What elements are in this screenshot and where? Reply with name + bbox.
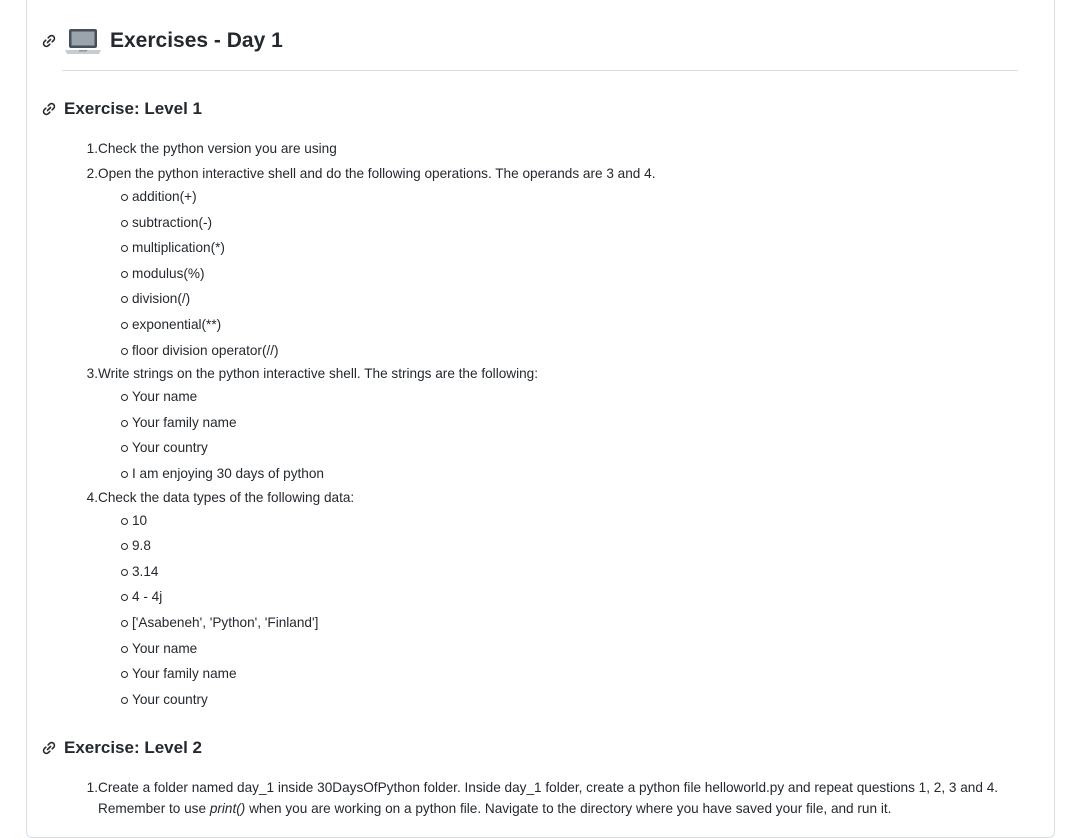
sub-list-item: Your country [80,435,1020,461]
item-number: 2. [86,166,98,181]
item-text-part: when you are working on a python file. Navigate to the directory where you have saved your file, and run it. [245,801,892,816]
page-heading [40,26,283,56]
sub-list-item: modulus(%) [80,261,1020,287]
sub-list-item: 9.8 [80,533,1020,559]
link-icon [41,101,57,117]
sub-list-item: 3.14 [80,559,1020,585]
level2-anchor-link[interactable] [40,739,58,757]
strings-list [80,384,1020,486]
list-item [80,138,1020,159]
sub-list-item: Your name [80,384,1020,410]
sub-list-item: floor division operator(//) [80,338,1020,364]
sub-list-item: addition(+) [80,184,1020,210]
sub-list-item: subtraction(-) [80,210,1020,236]
item-number: 1. [86,141,98,156]
item-number: 4. [86,489,98,505]
level1-list [80,138,1020,712]
heading-anchor-link[interactable] [40,32,58,50]
heading-divider [62,70,1018,71]
level2-title: Exercise: Level 2 [64,738,202,757]
sub-list-item: 4 - 4j [80,584,1020,610]
item-text: Check the python version you are using [98,141,337,156]
item-text: Write strings on the python interactive shell. The strings are the following: [98,366,539,382]
item-text [98,777,1020,819]
sub-list-item: Your family name [80,661,1020,687]
item-text: Check the data types of the following data: [98,489,355,505]
sub-list-item: Your country [80,687,1020,713]
laptop-icon [64,26,102,56]
level2-list [80,777,1020,819]
page-title: Exercises - Day 1 [110,29,283,52]
list-item [80,487,1020,508]
sub-list-item: exponential(**) [80,312,1020,338]
inline-code: print() [209,801,246,816]
item-number: 3. [86,366,98,382]
operations-list [80,184,1020,363]
level1-title: Exercise: Level 1 [64,99,202,118]
link-icon [41,33,57,49]
level1-anchor-link[interactable] [40,100,58,118]
item-text-part: Create a folder named day_1 inside 30DaysOfPython folder. Inside day_1 folder, create a python file helloworld.py and repeat questions 1, 2, 3 and 4. Remember to use [98,780,999,816]
data-types-list [80,508,1020,713]
list-item [80,777,1020,819]
item-text: Open the python interactive shell and do the following operations. The operands are 3 and 4. [98,166,656,181]
level1-heading [40,99,202,119]
sub-list-item: division(/) [80,286,1020,312]
sub-list-item: I am enjoying 30 days of python [80,461,1020,487]
link-icon [41,740,57,756]
level2-heading [40,738,202,758]
item-number: 1. [86,780,98,795]
list-item [80,163,1020,184]
list-item [80,363,1020,384]
sub-list-item: ['Asabeneh', 'Python', 'Finland'] [80,610,1020,636]
sub-list-item: Your name [80,636,1020,662]
sub-list-item: multiplication(*) [80,235,1020,261]
sub-list-item: 10 [80,508,1020,534]
sub-list-item: Your family name [80,410,1020,436]
